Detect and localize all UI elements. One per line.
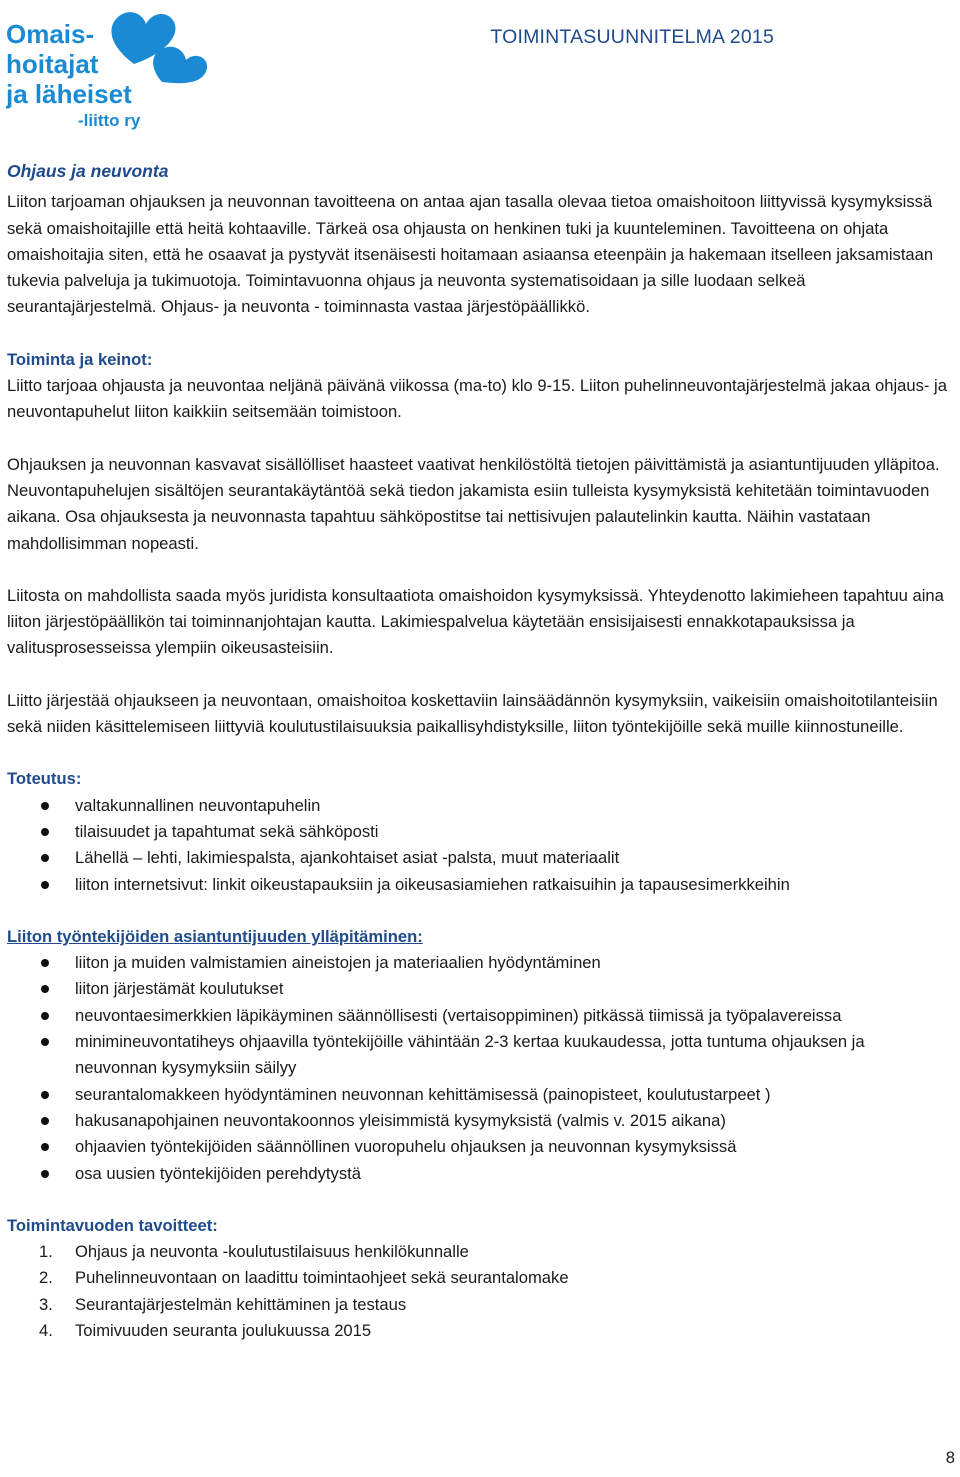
list-item: tilaisuudet ja tapahtumat sekä sähköposti bbox=[7, 819, 947, 845]
list-item bbox=[7, 1265, 947, 1291]
logo-line-2: hoitajat bbox=[6, 49, 99, 79]
list-number: 3. bbox=[39, 1294, 53, 1314]
toiminta-paragraph-3: Liitosta on mahdollista saada myös juridista konsultaatiota omaishoidon kysymyksissä. Yhteydenotto lakimieheen tapahtuu aina liiton järjestöpäällikön tai toiminnanjohtajan kautta. Lakimiespalvelua käytetään ensisijaisesti ennakkotapauksissa ja valitusprosesseissa ylempiin oikeusasteisiin. bbox=[7, 585, 944, 658]
list-number: 4. bbox=[39, 1320, 53, 1340]
list-item: Lähellä – lehti, lakimiespalsta, ajankohtaiset asiat -palsta, muut materiaalit bbox=[7, 845, 947, 871]
list-item: valtakunnallinen neuvontapuhelin bbox=[7, 793, 947, 819]
list-text: Toimivuuden seuranta joulukuussa 2015 bbox=[75, 1320, 372, 1340]
list-item: minimineuvontatiheys ohjaavilla työntekijöille vähintään 2-3 kertaa kuukaudessa, jotta tuntuma ohjauksen ja neuvonnan kysymyksiin säilyy bbox=[7, 1029, 947, 1082]
logo-line-1: Omais- bbox=[6, 19, 95, 49]
section-title: Ohjaus ja neuvonta bbox=[7, 161, 169, 181]
toiminta-paragraph-2: Ohjauksen ja neuvonnan kasvavat sisällölliset haasteet vaativat henkilöstöltä tietojen päivittämistä ja asiantuntijuuden ylläpitoa. Neuvontapuhelujen sisältöjen seurantakäytäntöä sekä tiedon jakamista esiin tulleista kysymyksistä kehitetään toimintavuoden aikana. Osa ohjauksesta ja neuvonnasta tapahtuu sähköpostitse tai nettisivujen palautelinkin kautta. Näihin vastataan mahdollisimman nopeasti. bbox=[7, 454, 940, 553]
tavoitteet-heading: Toimintavuoden tavoitteet: bbox=[7, 1215, 218, 1235]
list-item bbox=[7, 1292, 947, 1318]
logo-line-4: -liitto ry bbox=[78, 111, 141, 130]
list-text: Puhelinneuvontaan on laadittu toimintaohjeet sekä seurantalomake bbox=[75, 1268, 569, 1288]
list-item: ohjaavien työntekijöiden säännöllinen vuoropuhelu ohjauksen ja neuvonnan kysymyksissä bbox=[7, 1134, 947, 1160]
list-item bbox=[7, 1318, 947, 1344]
toiminta-paragraph-1: Liitto tarjoaa ohjausta ja neuvontaa neljänä päivänä viikossa (ma-to) klo 9-15. Liiton puhelinneuvontajärjestelmä jakaa ohjaus- ja neuvontapuhelut liiton kaikkiin seitsemään toimistoon. bbox=[7, 376, 947, 422]
asiantuntijuus-list bbox=[7, 950, 947, 1187]
list-item: seurantalomakkeen hyödyntäminen neuvonnan kehittämisessä (painopisteet, koulutustarpeet ) bbox=[7, 1082, 947, 1108]
toteutus-list bbox=[7, 793, 947, 898]
toiminta-paragraph-4: Liitto järjestää ohjaukseen ja neuvontaan, omaishoitoa koskettaviin lainsäädännön kysymyksiin, vaikeisiin omaishoitotilanteisiin sekä niiden käsittelemiseen liittyviä koulutustilaisuuksia paikallisyhdistyksille, liiton työntekijöille sekä muille kiinnostuneille. bbox=[7, 690, 938, 737]
list-text: Seurantajärjestelmän kehittäminen ja testaus bbox=[75, 1294, 407, 1314]
list-text: Ohjaus ja neuvonta -koulutustilaisuus henkilökunnalle bbox=[75, 1242, 469, 1262]
document-body bbox=[7, 158, 947, 1344]
asiantuntijuus-heading: Liiton työntekijöiden asiantuntijuuden ylläpitäminen: bbox=[7, 926, 423, 946]
list-number: 1. bbox=[39, 1242, 53, 1262]
list-item: liiton internetsivut: linkit oikeustapauksiin ja oikeusasiamiehen ratkaisuihin ja tapausesimerkkeihin bbox=[7, 872, 947, 898]
logo-graphic bbox=[6, 6, 211, 131]
list-item: neuvontaesimerkkien läpikäyminen säännöllisesti (vertaisoppiminen) pitkässä tiimissä ja työpalavereissa bbox=[7, 1003, 947, 1029]
intro-paragraph: Liiton tarjoaman ohjauksen ja neuvonnan tavoitteena on antaa ajan tasalla olevaa tietoa omaishoitoon liittyvissä kysymyksissä sekä omaishoitajille että heitä kohtaaville. Tärkeä osa ohjausta on henkinen tuki ja kuunteleminen. Tavoitteena on ohjata omaishoitajia siten, että he osaavat ja pystyvät itsenäisesti hoitamaan asiaansa eteenpäin ja hakemaan itselleen jaksamistaan tukevia palveluja ja tukimuotoja. Toimintavuonna ohjaus ja neuvonta systematisoidaan ja sille luodaan selkeä seurantajärjestelmä. Ohjaus- ja neuvonta - toiminnasta vastaa järjestöpäällikkö. bbox=[7, 192, 934, 317]
list-item: liiton järjestämät koulutukset bbox=[7, 976, 947, 1002]
document-title: TOIMINTASUUNNITELMA 2015 bbox=[490, 26, 774, 48]
tavoitteet-list bbox=[7, 1239, 947, 1344]
list-item: osa uusien työntekijöiden perehdytystä bbox=[7, 1161, 947, 1187]
page-number: 8 bbox=[945, 1448, 955, 1467]
list-item: hakusanapohjainen neuvontakoonnos yleisimmistä kysymyksistä (valmis v. 2015 aikana) bbox=[7, 1108, 947, 1134]
toteutus-heading: Toteutus: bbox=[7, 769, 82, 789]
toiminta-heading: Toiminta ja keinot: bbox=[7, 349, 153, 369]
list-item bbox=[7, 1239, 947, 1265]
organization-logo bbox=[6, 6, 211, 131]
list-number: 2. bbox=[39, 1268, 53, 1288]
logo-line-3: ja läheiset bbox=[6, 79, 132, 109]
hearts-icon bbox=[111, 12, 207, 83]
list-item: liiton ja muiden valmistamien aineistojen ja materiaalien hyödyntäminen bbox=[7, 950, 947, 976]
